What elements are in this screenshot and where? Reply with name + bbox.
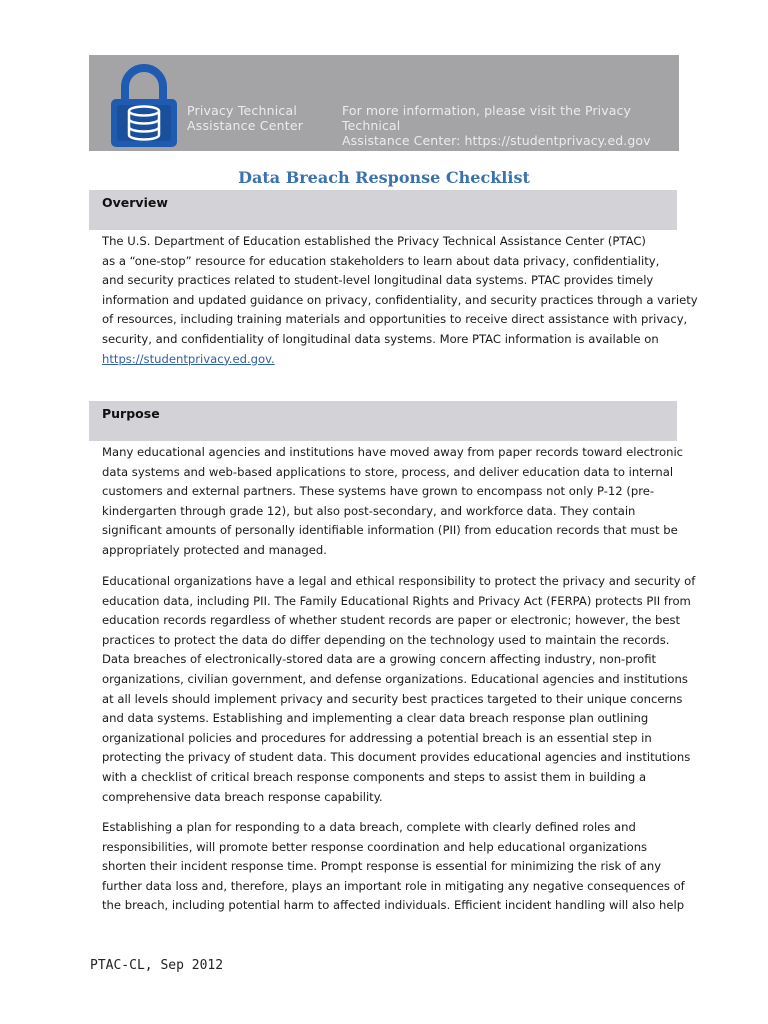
org-name-line-2: Assistance Center [187,118,304,133]
text-line: Educational organizations have a legal and ethical responsibility to protect the privacy and security of [102,574,696,588]
lock-database-icon [109,63,179,147]
text-line: with a checklist of critical breach response components and steps to assist them in building a [102,769,647,784]
document-title: Data Breach Response Checklist [238,168,530,187]
purpose-paragraph-2 [102,572,696,807]
text-line: data systems and web-based applications to store, process, and deliver education data to internal [102,464,674,479]
text-line: at all levels should implement privacy and security best practices targeted to their unique concerns [102,691,683,706]
text-line: information and updated guidance on privacy, confidentiality, and security practices through a variety [102,292,698,307]
text-line: organizations, civilian government, and defense organizations. Educational agencies and institutions [102,671,688,686]
purpose-paragraph-1 [102,443,684,561]
text-line: responsibilities, will promote better response coordination and help educational organizations [102,839,648,854]
text-line: of resources, including training materials and opportunities to receive direct assistance with privacy, [102,312,688,327]
text-line: education records regardless of whether student records are paper or electronic; however, the best [102,613,681,628]
purpose-paragraph-3 [102,818,685,916]
text-line: Establishing a plan for responding to a data breach, complete with clearly defined roles and [102,820,636,834]
ptac-website-link[interactable]: https://studentprivacy.ed.gov. [102,351,275,366]
text-line: Data breaches of electronically-stored data are a growing concern affecting industry, non-profit [102,652,657,667]
text-line: protecting the privacy of student data. This document provides educational agencies and institutions [102,750,691,765]
overview-paragraph [102,232,698,369]
text-line: security, and confidentiality of longitudinal data systems. More PTAC information is available on [102,331,659,346]
text-line: as a “one-stop” resource for education stakeholders to learn about data privacy, confidentiality, [102,253,660,268]
text-line: practices to protect the data do differ depending on the technology used to maintain the records. [102,632,670,647]
text-line: further data loss and, therefore, plays an important role in mitigating any negative consequences of [102,878,685,893]
text-line: comprehensive data breach response capability. [102,789,383,804]
org-name-line-1: Privacy Technical [187,103,298,118]
banner-info-line-2: Assistance Center: https://studentprivacy.ed.gov [342,133,651,148]
text-line: and security practices related to student-level longitudinal data systems. PTAC provides timely [102,273,654,288]
text-line: significant amounts of personally identifiable information (PII) from education records that must be [102,523,678,538]
overview-heading: Overview [89,190,677,230]
org-name [187,103,337,133]
text-line: and data systems. Establishing and implementing a clear data breach response plan outlining [102,711,649,726]
banner-info-text [342,103,677,148]
text-line: organizational policies and procedures for addressing a potential breach is an essential step in [102,730,652,745]
text-line: education data, including PII. The Family Educational Rights and Privacy Act (FERPA) protects PII from [102,593,691,608]
text-line: the breach, including potential harm to affected individuals. Efficient incident handling will also help [102,898,685,913]
text-line: The U.S. Department of Education established the Privacy Technical Assistance Center (PTAC) [102,234,646,248]
banner-info-line-1: For more information, please visit the Privacy Technical [342,103,631,133]
text-line: kindergarten through grade 12), but also post-secondary, and workforce data. They contain [102,503,636,518]
header-banner [89,55,679,151]
purpose-heading: Purpose [89,401,677,441]
text-line: customers and external partners. These systems have grown to encompass not only P-12 (pre- [102,484,655,499]
text-line: appropriately protected and managed. [102,542,327,557]
text-line: Many educational agencies and institutions have moved away from paper records toward electronic [102,445,684,459]
page-footer: PTAC-CL, Sep 2012 [90,958,224,973]
text-line: shorten their incident response time. Prompt response is essential for minimizing the risk of any [102,859,662,874]
